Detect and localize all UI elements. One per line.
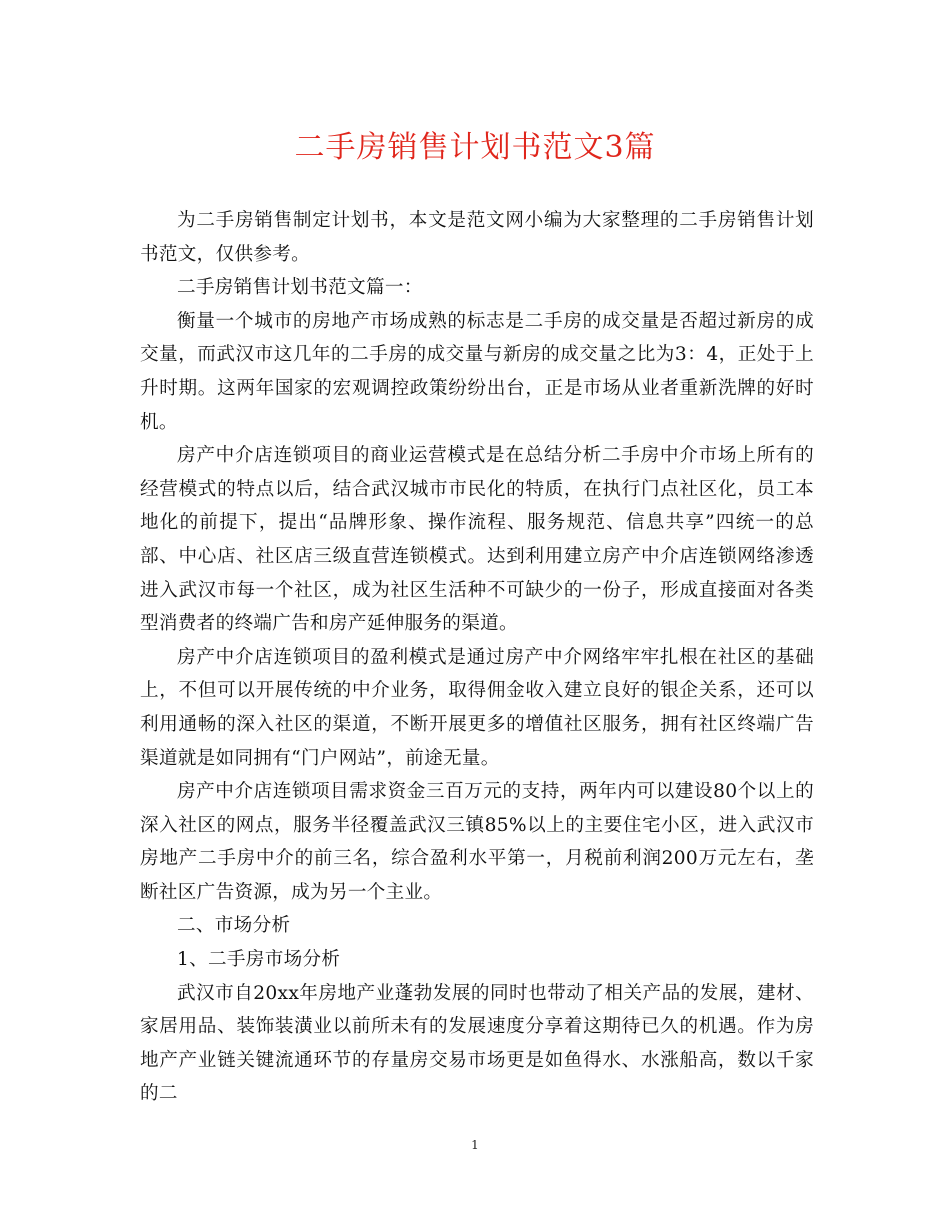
document-title: 二手房销售计划书范文3篇 [294,130,656,165]
paragraph-section-heading-1: 二手房销售计划书范文篇一： [177,277,423,299]
paragraph-operation-model: 房产中介店连锁项目的商业运营模式是在总结分析二手房中介市场上所有的经营模式的特点以后，结合武汉城市市民化的特质，在执行门点社区化，员工本地化的前提下，提出“品牌形象、操作流程、服务规范、信息共享”四统一的总部、中心店、社区店三级直营连锁模式。达到利用建立房产中介店连锁网络渗透进入武汉市每一个社区，成为社区生活种不可缺少的一份子，形成直接面对各类型消费者的终端广告和房产延伸服务的渠道。 [140,445,814,635]
paragraph-intro: 为二手房销售制定计划书，本文是范文网小编为大家整理的二手房销售计划书范文，仅供参考。 [140,210,814,265]
paragraph-market-analysis-heading: 二、市场分析 [177,915,291,937]
document-body [140,204,814,1111]
page-number: 1 [471,1138,479,1152]
paragraph-wuhan-development: 武汉市自20xx年房地产业蓬勃发展的同时也带动了相关产品的发展，建材、家居用品、装饰装潢业以前所未有的发展速度分享着这期待已久的机遇。作为房地产产业链关键流通环节的存量房交易市场更是如鱼得水、水涨船高，数以千家的二 [140,982,814,1105]
paragraph-funding: 房产中介店连锁项目需求资金三百万元的支持，两年内可以建设80个以上的深入社区的网点，服务半径覆盖武汉三镇85%以上的主要住宅小区，进入武汉市房地产二手房中介的前三名，综合盈利水平第一，月税前利润200万元左右，垄断社区广告资源，成为另一个主业。 [140,781,814,903]
paragraph-profit-model: 房产中介店连锁项目的盈利模式是通过房产中介网络牢牢扎根在社区的基础上，不但可以开展传统的中介业务，取得佣金收入建立良好的银企关系，还可以利用通畅的深入社区的渠道，不断开展更多的增值社区服务，拥有社区终端广告渠道就是如同拥有“门户网站”，前途无量。 [140,646,814,769]
paragraph-market-maturity: 衡量一个城市的房地产市场成熟的标志是二手房的成交量是否超过新房的成交量，而武汉市这几年的二手房的成交量与新房的成交量之比为3：4，正处于上升时期。这两年国家的宏观调控政策纷纷出台，正是市场从业者重新洗牌的好时机。 [140,310,814,433]
paragraph-secondhand-market-heading: 1、二手房市场分析 [177,949,341,971]
